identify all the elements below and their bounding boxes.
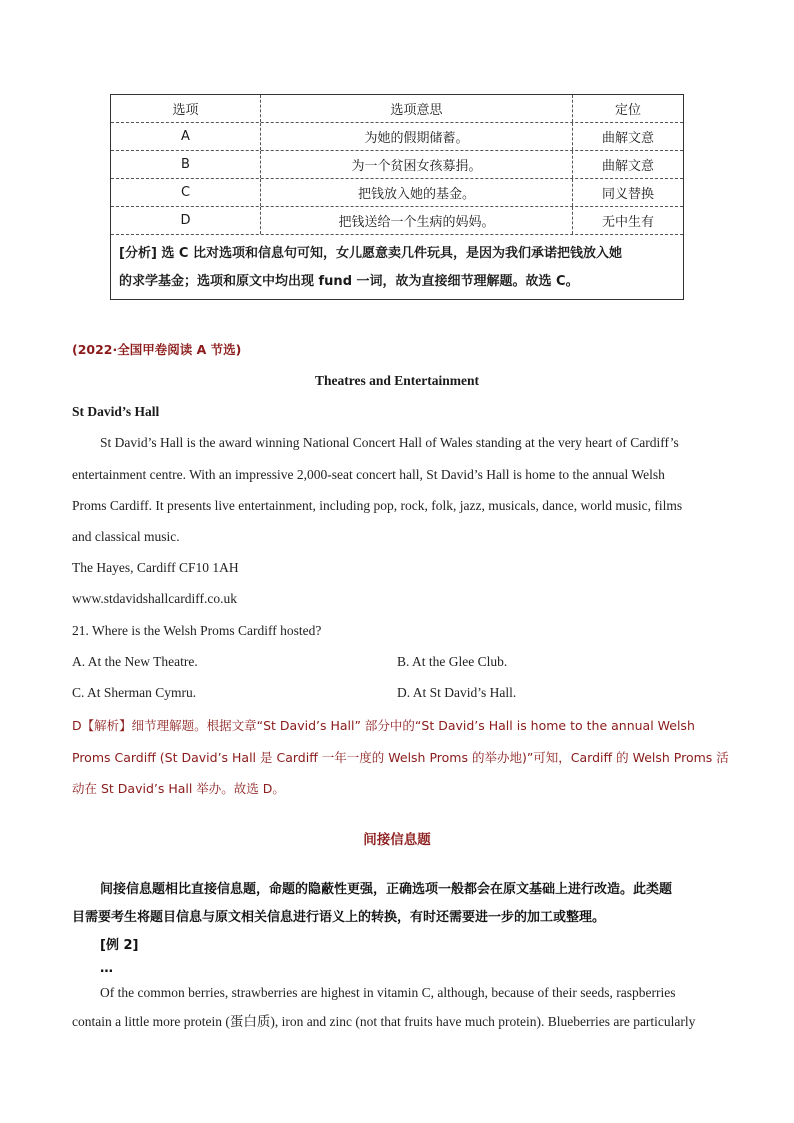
table-header-cell: 定位 <box>614 103 641 118</box>
table-row <box>111 179 683 207</box>
option-d: D. At St David’s Hall. <box>397 685 517 700</box>
table-cell: B <box>111 151 261 178</box>
answer-analysis-line: D【解析】细节理解题。根据文章“St David’s Hall” 部分中的“St David’s Hall is home to the annual Welsh <box>72 718 695 733</box>
table-cell: 曲解文意 <box>601 131 654 146</box>
table-header-row <box>111 95 683 123</box>
table-cell: 无中生有 <box>601 215 654 230</box>
passage-line: and classical music. <box>72 529 180 544</box>
table-cell: C <box>111 179 261 206</box>
passage-subheading: St David’s Hall <box>72 404 160 419</box>
table-row <box>111 151 683 179</box>
table-header-cell: 选项 <box>111 95 261 122</box>
address: The Hayes, Cardiff CF10 1AH <box>72 560 239 575</box>
table-cell: 把钱放入她的基金。 <box>261 179 573 206</box>
example-line: Of the common berries, strawberries are highest in vitamin C, although, because of their seeds, raspberries <box>100 985 676 1000</box>
table-cell: A <box>111 123 261 150</box>
example-line: contain a little more protein (蛋白质), iron and zinc (not that fruits have much protein). Blueberries are particularly <box>72 1014 696 1029</box>
example-label: [例 2] <box>100 938 139 953</box>
table-cell: 同义替换 <box>601 187 654 202</box>
website: www.stdavidshallcardiff.co.uk <box>72 591 237 606</box>
table-cell: 曲解文意 <box>601 159 654 174</box>
table-cell: D <box>111 207 261 234</box>
question-stem: 21. Where is the Welsh Proms Cardiff hosted? <box>72 623 322 638</box>
section-heading: 间接信息题 <box>363 832 431 848</box>
passage-line: St David’s Hall is the award winning National Concert Hall of Wales standing at the very heart of Cardiff’s <box>100 435 679 450</box>
table-row <box>111 207 683 235</box>
table-cell: 为一个贫困女孩募捐。 <box>261 151 573 178</box>
answer-analysis-line: 动在 St David’s Hall 举办。故选 D。 <box>72 781 285 796</box>
ellipsis: … <box>100 961 113 976</box>
option-c: C. At Sherman Cymru. <box>72 685 197 700</box>
option-b: B. At the Glee Club. <box>397 654 508 669</box>
passage-title: Theatres and Entertainment <box>315 373 479 388</box>
table-analysis-line: [分析] 选 C 比对选项和信息句可知，女儿愿意卖几件玩具，是因为我们承诺把钱放入她 <box>119 246 623 261</box>
section-intro-line: 间接信息题相比直接信息题，命题的隐蔽性更强，正确选项一般都会在原文基础上进行改造。此类题 <box>100 882 673 897</box>
passage-line: entertainment centre. With an impressive 2,000-seat concert hall, St David’s Hall is home to the annual Welsh <box>72 467 665 482</box>
table-analysis-line: 的求学基金；选项和原文中均出现 fund 一词，故为直接细节理解题。故选 C。 <box>119 274 579 289</box>
section-intro-line: 目需要考生将题目信息与原文相关信息进行语义上的转换，有时还需要进一步的加工或整理。 <box>72 910 606 925</box>
table-header-cell: 选项意思 <box>261 95 573 122</box>
passage-line: Proms Cardiff. It presents live entertainment, including pop, rock, folk, jazz, musicals, dance, world music, films <box>72 498 683 513</box>
comparison-table <box>110 94 684 300</box>
table-cell: 为她的假期储蓄。 <box>261 123 573 150</box>
table-cell: 把钱送给一个生病的妈妈。 <box>261 207 573 234</box>
table-analysis <box>111 235 683 299</box>
answer-analysis-line: Proms Cardiff (St David’s Hall 是 Cardiff 一年一度的 Welsh Proms 的举办地)”可知，Cardiff 的 Welsh Proms 活 <box>72 750 729 765</box>
table-row <box>111 123 683 151</box>
option-a: A. At the New Theatre. <box>72 654 198 669</box>
exam-source: (2022·全国甲卷阅读 A 节选) <box>72 342 242 357</box>
